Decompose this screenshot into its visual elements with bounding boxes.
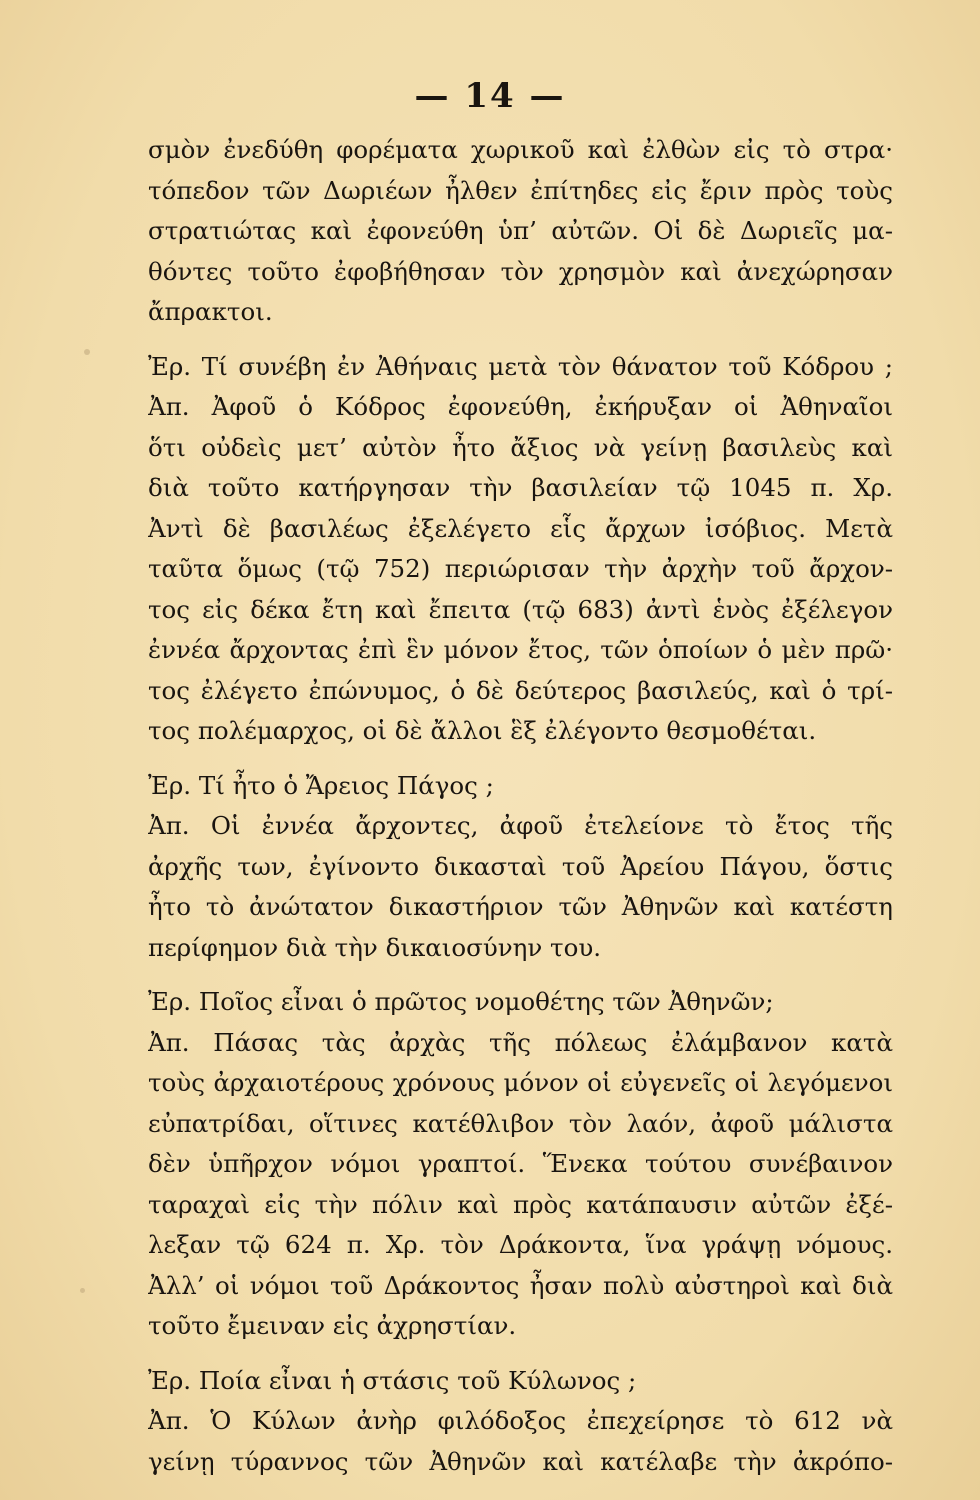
text-line: Ἀλλ’ οἱ νόμοι τοῦ Δράκοντος ἦσαν πολὺ αὐστηροὶ καὶ διὰ	[148, 1270, 893, 1300]
paper-stain	[84, 349, 90, 355]
text-line: ἀρχῆς των, ἐγίνοντο δικασταὶ τοῦ Ἀρείου Πάγου, ὅστις	[148, 851, 893, 881]
text-line: ἦτο τὸ ἀνώτατον δικαστήριον τῶν Ἀθηνῶν καὶ κατέστη	[148, 892, 893, 921]
text-line: Ἐρ. Ποία εἶναι ἡ στάσις τοῦ Κύλωνος ;	[148, 1365, 637, 1395]
text-line: ἐννέα ἄρχοντας ἐπὶ ἓν μόνον ἔτος, τῶν ὁποίων ὁ μὲν πρῶ·	[148, 635, 893, 664]
paper-stain	[80, 1288, 85, 1293]
text-line: Ἀπ. Πάσας τὰς ἀρχὰς τῆς πόλεως ἐλάμβανον κατὰ	[148, 1027, 893, 1057]
text-line: ὅτι οὐδεὶς μετ’ αὐτὸν ἦτο ἄξιος νὰ γείνῃ βασιλεὺς καὶ	[148, 432, 893, 462]
text-line: ἄπρακτοι.	[148, 297, 273, 326]
text-line: Ἐρ. Τί συνέβη ἐν Ἀθήναις μετὰ τὸν θάνατον τοῦ Κόδρου ;	[148, 351, 893, 381]
text-line: τος πολέμαρχος, οἱ δὲ ἄλλοι ἓξ ἐλέγοντο θεσμοθέται.	[148, 716, 817, 745]
text-line: ταραχαὶ εἰς τὴν πόλιν καὶ πρὸς κατάπαυσιν αὐτῶν ἐξέ-	[148, 1189, 893, 1219]
text-line: τόπεδον τῶν Δωριέων ἦλθεν ἐπίτηδες εἰς ἔριν πρὸς τοὺς	[148, 175, 893, 205]
text-line: Ἐρ. Τί ἦτο ὁ Ἄρειος Πάγος ;	[148, 770, 494, 800]
text-line: Ἀπ. Οἱ ἐννέα ἄρχοντες, ἀφοῦ ἐτελείονε τὸ ἔτος τῆς	[148, 811, 893, 840]
page-number: — 14 —	[414, 76, 566, 116]
text-line: τος εἰς δέκα ἔτη καὶ ἔπειτα (τῷ 683) ἀντὶ ἑνὸς ἐξέλεγον	[148, 594, 893, 624]
text-line: δὲν ὑπῆρχον νόμοι γραπτοί. Ἕνεκα τούτου συνέβαινον	[148, 1149, 893, 1178]
text-line: διὰ τοῦτο κατήργησαν τὴν βασιλείαν τῷ 1045 π. Χρ.	[148, 473, 893, 502]
text-line: τοῦτο ἔμειναν εἰς ἀχρηστίαν.	[148, 1311, 517, 1340]
text-line: ταῦτα ὅμως (τῷ 752) περιώρισαν τὴν ἀρχὴν τοῦ ἄρχον-	[148, 554, 893, 583]
text-line: Ἀπ. Ὁ Κύλων ἀνὴρ φιλόδοξος ἐπεχείρησε τὸ 612 νὰ	[148, 1406, 893, 1435]
text-line: σμὸν ἐνεδύθη φορέματα χωρικοῦ καὶ ἐλθὼν εἰς τὸ στρα·	[148, 135, 893, 164]
text-line: τοὺς ἀρχαιοτέρους χρόνους μόνον οἱ εὐγενεῖς οἱ λεγόμενοι	[148, 1068, 893, 1097]
body-text	[148, 130, 893, 1482]
text-line: τος ἐλέγετο ἐπώνυμος, ὁ δὲ δεύτερος βασιλεύς, καὶ ὁ τρί-	[148, 675, 893, 705]
text-line: Ἀπ. Ἀφοῦ ὁ Κόδρος ἐφονεύθη, ἐκήρυξαν οἱ Ἀθηναῖοι	[148, 392, 893, 421]
text-line: περίφημον διὰ τὴν δικαιοσύνην του.	[148, 932, 602, 962]
text-line: Ἐρ. Ποῖος εἶναι ὁ πρῶτος νομοθέτης τῶν Ἀθηνῶν;	[148, 987, 774, 1016]
text-line: στρατιώτας καὶ ἐφονεύθη ὑπ’ αὐτῶν. Οἱ δὲ Δωριεῖς μα-	[148, 216, 893, 245]
text-line: θόντες τοῦτο ἐφοβήθησαν τὸν χρησμὸν καὶ ἀνεχώρησαν	[148, 256, 893, 286]
text-line: εὐπατρίδαι, οἵτινες κατέθλιβον τὸν λαόν, ἀφοῦ μάλιστα	[148, 1108, 893, 1138]
text-line: λεξαν τῷ 624 π. Χρ. τὸν Δράκοντα, ἵνα γράψῃ νόμους.	[148, 1230, 893, 1259]
text-line: Ἀντὶ δὲ βασιλέως ἐξελέγετο εἷς ἄρχων ἰσόβιος. Μετὰ	[148, 513, 893, 543]
text-line: γείνῃ τύραννος τῶν Ἀθηνῶν καὶ κατέλαβε τὴν ἀκρόπο-	[148, 1446, 893, 1476]
